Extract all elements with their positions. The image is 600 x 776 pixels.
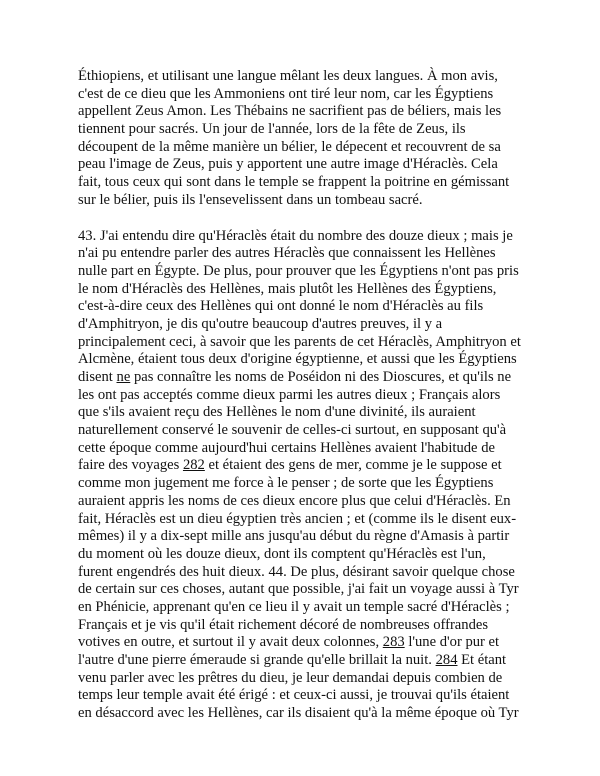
text-segment: comme mon jugement me force à le penser ; de sorte que les Égyptiens — [78, 475, 494, 492]
text-segment: n'ai pu entendre parler des autres Héraclès que connaissent les Hellènes — [78, 245, 496, 262]
text-segment: Français et je vis qu'il était richement décoré de nombreuses offrandes — [78, 616, 489, 633]
text-segment: pas connaître les noms de Poséidon ni des Dioscures, et qu'ils ne — [130, 369, 512, 385]
text-segment: 43. J'ai entendu dire qu'Héraclès était du nombre des douze dieux ; mais je — [78, 227, 513, 244]
text-segment: naturellement conservé le souvenir de celles-ci surtout, en supposant qu'à — [78, 422, 507, 439]
text-line — [78, 475, 526, 493]
text-line — [78, 351, 526, 369]
text-line — [78, 528, 526, 546]
text-segment: Alcmène, étaient tous deux d'origine égyptienne, et aussi que les Égyptiens — [78, 351, 517, 368]
text-line — [78, 68, 526, 86]
text-segment: faire des voyages — [78, 457, 183, 474]
text-segment: c'est-à-dire ceux des Hellènes qui ont donné le nom d'Héraclès au fils — [78, 298, 484, 315]
text-segment: et étaient des gens de mer, comme je le suppose et — [204, 457, 502, 474]
text-line — [78, 617, 526, 635]
text-line — [78, 281, 526, 299]
text-segment: découpent de la même manière un bélier, le dépecent et recouvrent de sa — [78, 138, 501, 155]
text-line — [78, 440, 526, 458]
text-line — [78, 298, 526, 316]
text-segment: fait, Héraclès est un dieu égyptien très ancien ; et (comme ils le disent eux- — [78, 510, 517, 527]
text-segment: nulle part en Égypte. De plus, pour prouver que les Égyptiens n'ont pas pris — [78, 262, 519, 279]
text-segment: tiennent pour sacrés. Un jour de l'année, lors de la fête de Zeus, ils — [78, 121, 466, 138]
text-line — [78, 263, 526, 281]
text-line — [78, 228, 526, 246]
text-line — [78, 705, 526, 723]
text-line — [78, 387, 526, 405]
text-line — [78, 121, 526, 139]
text-segment: peau l'image de Zeus, puis y apportent une autre image d'Héraclès. Cela — [78, 156, 498, 173]
text-line — [78, 511, 526, 529]
text-segment: cette époque comme aujourd'hui certains Hellènes avaient l'habitude de — [78, 439, 495, 456]
text-segment: le nom d'Héraclès des Hellènes, mais plutôt les Hellènes des Égyptiens, — [78, 280, 497, 297]
text-line — [78, 404, 526, 422]
text-segment: votives en outre, et surtout il y avait deux colonnes, — [78, 634, 383, 651]
text-line — [78, 457, 526, 475]
text-segment: fait, tous ceux qui sont dans le temple se frappent la poitrine en gémissant — [78, 174, 510, 191]
text-line — [78, 139, 526, 157]
document-body — [78, 68, 526, 723]
text-segment: Éthiopiens, et utilisant une langue mêlant les deux langues. À mon avis, — [78, 68, 498, 84]
text-segment: sur le bélier, puis ils l'ensevelissent dans un tombeau sacré. — [78, 191, 423, 208]
text-segment: l'une d'or pur et — [404, 634, 500, 651]
footnote-link[interactable]: 283 — [382, 634, 405, 651]
text-segment: c'est de ce dieu que les Ammoniens ont tiré leur nom, car les Égyptiens — [78, 85, 494, 102]
text-line — [78, 86, 526, 104]
text-segment: mêmes) il y a dix-sept mille ans jusqu'au début du règne d'Amasis à partir — [78, 528, 510, 545]
text-segment: disent — [78, 369, 117, 385]
text-line — [78, 316, 526, 334]
text-segment: de certain sur ces choses, autant que possible, j'ai fait un voyage aussi à Tyr — [78, 581, 519, 598]
text-segment: que s'ils avaient reçu des Hellènes le nom d'une divinité, ils auraient — [78, 404, 476, 421]
text-segment: venu parler avec les prêtres du dieu, je leur demandai depuis combien de — [78, 669, 503, 686]
text-line — [78, 422, 526, 440]
text-line — [78, 334, 526, 352]
paragraph — [78, 68, 526, 210]
text-line — [78, 652, 526, 670]
text-segment: temps leur temple avait été érigé : et ceux-ci aussi, je trouvai qu'ils étaient — [78, 687, 510, 704]
footnote-link[interactable]: ne — [116, 369, 131, 385]
text-segment: d'Amphitryon, je dis qu'outre beaucoup d'autres preuves, il y a — [78, 315, 443, 332]
text-line — [78, 546, 526, 564]
text-segment: en désaccord avec les Hellènes, car ils disaient qu'à la même époque où Tyr — [78, 705, 519, 722]
text-line — [78, 369, 526, 387]
paragraph — [78, 228, 526, 723]
text-segment: l'autre d'une pierre émeraude si grande qu'elle brillait la nuit. — [78, 652, 436, 668]
text-line — [78, 687, 526, 705]
text-line — [78, 174, 526, 192]
text-line — [78, 599, 526, 617]
text-line — [78, 634, 526, 652]
text-segment: les ont pas acceptés comme dieux parmi les autres dieux ; Français alors — [78, 386, 501, 403]
text-segment: appellent Zeus Amon. Les Thébains ne sacrifient pas de béliers, mais les — [78, 103, 502, 120]
text-segment: furent engendrés des huit dieux. 44. De plus, désirant savoir quelque chose — [78, 563, 515, 580]
text-segment: auraient appris les noms de ces dieux encore plus que celui d'Héraclès. En — [78, 492, 511, 509]
footnote-link[interactable]: 284 — [435, 652, 458, 668]
text-line — [78, 103, 526, 121]
document-page — [78, 68, 526, 723]
text-segment: Et étant — [457, 652, 507, 668]
text-line — [78, 156, 526, 174]
text-line — [78, 493, 526, 511]
text-line — [78, 564, 526, 582]
footnote-link[interactable]: 282 — [182, 457, 205, 474]
text-line — [78, 245, 526, 263]
text-segment: en Phénicie, apprenant qu'en ce lieu il y avait un temple sacré d'Héraclès ; — [78, 598, 510, 615]
text-segment: du moment où les douze dieux, dont ils comptent qu'Héraclès est l'un, — [78, 545, 486, 562]
text-line — [78, 192, 526, 210]
text-line — [78, 581, 526, 599]
text-segment: principalement ceci, à savoir que les parents de cet Héraclès, Amphitryon et — [78, 333, 521, 350]
text-line — [78, 670, 526, 688]
